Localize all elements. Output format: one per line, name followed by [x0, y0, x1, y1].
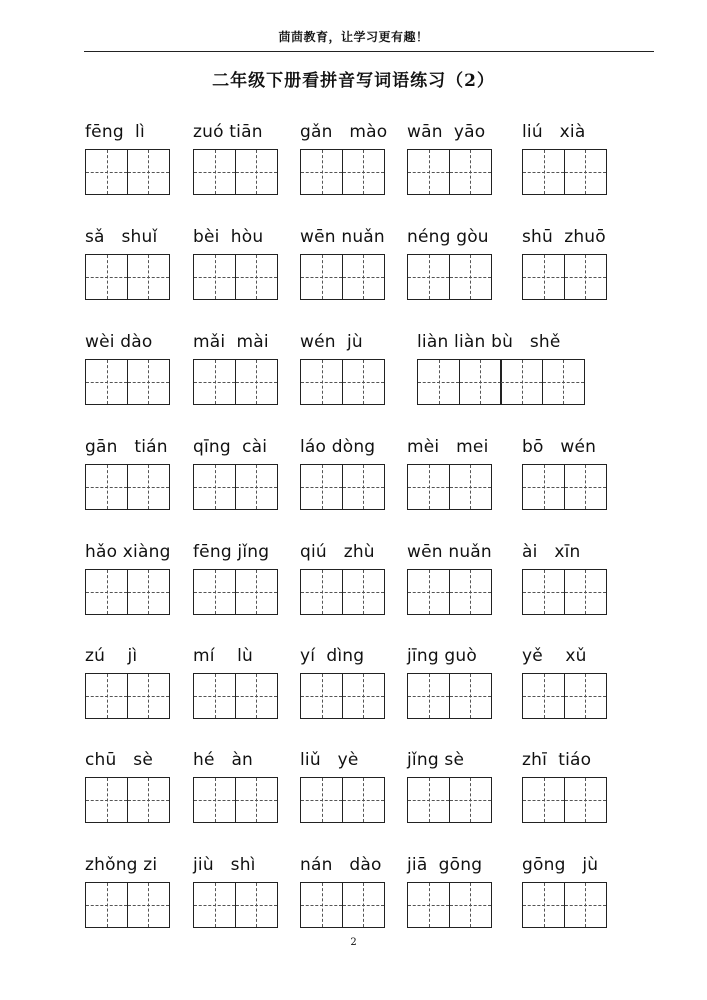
writing-grid: [300, 254, 385, 300]
tian-zi-cell[interactable]: [193, 777, 236, 823]
writing-grid: [522, 777, 607, 823]
tian-zi-cell[interactable]: [300, 254, 343, 300]
tian-zi-cell[interactable]: [522, 569, 565, 615]
tian-zi-cell[interactable]: [127, 254, 170, 300]
writing-grid: [522, 149, 607, 195]
tian-zi-cell[interactable]: [85, 359, 128, 405]
tian-zi-cell[interactable]: [500, 359, 543, 405]
pinyin-label: nán dào: [300, 855, 382, 875]
pinyin-label: liàn liàn bù shě: [417, 332, 561, 352]
tian-zi-cell[interactable]: [342, 569, 385, 615]
tian-zi-cell[interactable]: [85, 673, 128, 719]
tian-zi-cell[interactable]: [449, 254, 492, 300]
tian-zi-cell[interactable]: [459, 359, 502, 405]
tian-zi-cell[interactable]: [193, 359, 236, 405]
tian-zi-cell[interactable]: [235, 254, 278, 300]
pinyin-label: mǎi mài: [193, 332, 269, 352]
tian-zi-cell[interactable]: [522, 777, 565, 823]
writing-grid: [85, 464, 170, 510]
tian-zi-cell[interactable]: [300, 882, 343, 928]
tian-zi-cell[interactable]: [85, 569, 128, 615]
pinyin-label: mí lù: [193, 646, 253, 666]
writing-grid: [407, 569, 492, 615]
tian-zi-cell[interactable]: [300, 569, 343, 615]
pinyin-label: gān tián: [85, 437, 168, 457]
pinyin-label: hǎo xiàng: [85, 542, 171, 562]
tian-zi-cell[interactable]: [564, 569, 607, 615]
page-header: 茴茴教育，让学习更有趣！: [278, 30, 429, 44]
page-number: 2: [350, 937, 357, 948]
writing-grid: [407, 777, 492, 823]
tian-zi-cell[interactable]: [407, 777, 450, 823]
writing-grid: [300, 464, 385, 510]
writing-grid: [85, 673, 170, 719]
pinyin-label: láo dòng: [300, 437, 376, 457]
tian-zi-cell[interactable]: [564, 673, 607, 719]
tian-zi-cell[interactable]: [85, 149, 128, 195]
tian-zi-cell[interactable]: [407, 254, 450, 300]
tian-zi-cell[interactable]: [449, 569, 492, 615]
tian-zi-cell[interactable]: [235, 464, 278, 510]
header-divider: [84, 51, 654, 52]
pinyin-label: néng gòu: [407, 227, 489, 247]
writing-grid: [85, 359, 170, 405]
pinyin-label: zuó tiān: [193, 122, 263, 142]
writing-grid: [85, 149, 170, 195]
tian-zi-cell[interactable]: [564, 149, 607, 195]
writing-grid: [193, 673, 278, 719]
pinyin-label: jīng guò: [407, 646, 477, 666]
tian-zi-cell[interactable]: [564, 254, 607, 300]
tian-zi-cell[interactable]: [542, 359, 585, 405]
tian-zi-cell[interactable]: [127, 569, 170, 615]
tian-zi-cell[interactable]: [449, 464, 492, 510]
writing-grid: [407, 149, 492, 195]
tian-zi-cell[interactable]: [407, 149, 450, 195]
tian-zi-cell[interactable]: [449, 777, 492, 823]
writing-grid: [407, 464, 492, 510]
tian-zi-cell[interactable]: [235, 569, 278, 615]
tian-zi-cell[interactable]: [522, 464, 565, 510]
pinyin-label: ài xīn: [522, 542, 581, 562]
pinyin-label: wén jù: [300, 332, 363, 352]
pinyin-label: zhī tiáo: [522, 750, 592, 770]
pinyin-label: bèi hòu: [193, 227, 264, 247]
writing-grid: [85, 777, 170, 823]
tian-zi-cell[interactable]: [300, 464, 343, 510]
writing-grid: [193, 777, 278, 823]
tian-zi-cell[interactable]: [300, 777, 343, 823]
writing-grid: [193, 464, 278, 510]
tian-zi-cell[interactable]: [522, 254, 565, 300]
tian-zi-cell[interactable]: [85, 777, 128, 823]
tian-zi-cell[interactable]: [127, 882, 170, 928]
tian-zi-cell[interactable]: [193, 254, 236, 300]
pinyin-label: fēng lì: [85, 122, 145, 142]
writing-grid: [300, 673, 385, 719]
tian-zi-cell[interactable]: [300, 149, 343, 195]
writing-grid: [85, 254, 170, 300]
writing-grid: [300, 777, 385, 823]
writing-grid: [407, 882, 492, 928]
tian-zi-cell[interactable]: [235, 673, 278, 719]
pinyin-label: wēn nuǎn: [300, 227, 385, 247]
tian-zi-cell[interactable]: [235, 882, 278, 928]
pinyin-label: zú jì: [85, 646, 138, 666]
tian-zi-cell[interactable]: [193, 464, 236, 510]
writing-grid: [193, 569, 278, 615]
tian-zi-cell[interactable]: [564, 882, 607, 928]
tian-zi-cell[interactable]: [85, 464, 128, 510]
tian-zi-cell[interactable]: [127, 464, 170, 510]
writing-grid: [300, 569, 385, 615]
pinyin-label: chū sè: [85, 750, 154, 770]
tian-zi-cell[interactable]: [407, 882, 450, 928]
writing-grid: [193, 359, 278, 405]
pinyin-label: fēng jǐng: [193, 542, 270, 562]
page-title: 二年级下册看拼音写词语练习（2）: [212, 71, 495, 91]
pinyin-label: gǎn mào: [300, 122, 388, 142]
pinyin-label: gōng jù: [522, 855, 599, 875]
pinyin-label: qīng cài: [193, 437, 268, 457]
pinyin-label: jiù shì: [193, 855, 256, 875]
writing-grid: [522, 673, 607, 719]
tian-zi-cell[interactable]: [127, 359, 170, 405]
tian-zi-cell[interactable]: [85, 254, 128, 300]
tian-zi-cell[interactable]: [193, 569, 236, 615]
pinyin-label: zhǒng zi: [85, 855, 158, 875]
writing-grid: [417, 359, 585, 405]
pinyin-label: liǔ yè: [300, 750, 359, 770]
writing-grid: [407, 673, 492, 719]
tian-zi-cell[interactable]: [407, 464, 450, 510]
pinyin-label: jiā gōng: [407, 855, 483, 875]
pinyin-label: wān yāo: [407, 122, 486, 142]
pinyin-label: qiú zhù: [300, 542, 375, 562]
writing-grid: [522, 569, 607, 615]
tian-zi-cell[interactable]: [564, 464, 607, 510]
tian-zi-cell[interactable]: [522, 882, 565, 928]
pinyin-label: sǎ shuǐ: [85, 227, 158, 247]
tian-zi-cell[interactable]: [235, 777, 278, 823]
writing-grid: [300, 359, 385, 405]
tian-zi-cell[interactable]: [300, 673, 343, 719]
writing-grid: [193, 149, 278, 195]
pinyin-label: wēn nuǎn: [407, 542, 492, 562]
pinyin-label: shū zhuō: [522, 227, 606, 247]
tian-zi-cell[interactable]: [127, 149, 170, 195]
tian-zi-cell[interactable]: [417, 359, 460, 405]
writing-grid: [300, 149, 385, 195]
pinyin-label: bō wén: [522, 437, 597, 457]
tian-zi-cell[interactable]: [449, 673, 492, 719]
tian-zi-cell[interactable]: [193, 882, 236, 928]
writing-grid: [522, 254, 607, 300]
tian-zi-cell[interactable]: [342, 359, 385, 405]
tian-zi-cell[interactable]: [407, 673, 450, 719]
tian-zi-cell[interactable]: [522, 149, 565, 195]
tian-zi-cell[interactable]: [193, 149, 236, 195]
tian-zi-cell[interactable]: [342, 149, 385, 195]
writing-grid: [522, 882, 607, 928]
tian-zi-cell[interactable]: [342, 777, 385, 823]
tian-zi-cell[interactable]: [193, 673, 236, 719]
tian-zi-cell[interactable]: [342, 882, 385, 928]
tian-zi-cell[interactable]: [235, 359, 278, 405]
tian-zi-cell[interactable]: [342, 254, 385, 300]
writing-grid: [193, 882, 278, 928]
tian-zi-cell[interactable]: [85, 882, 128, 928]
writing-grid: [85, 882, 170, 928]
tian-zi-cell[interactable]: [449, 149, 492, 195]
pinyin-label: hé àn: [193, 750, 254, 770]
tian-zi-cell[interactable]: [522, 673, 565, 719]
pinyin-label: liú xià: [522, 122, 586, 142]
writing-grid: [85, 569, 170, 615]
tian-zi-cell[interactable]: [342, 673, 385, 719]
tian-zi-cell[interactable]: [235, 149, 278, 195]
pinyin-label: jǐng sè: [407, 750, 465, 770]
writing-grid: [193, 254, 278, 300]
tian-zi-cell[interactable]: [127, 673, 170, 719]
tian-zi-cell[interactable]: [407, 569, 450, 615]
tian-zi-cell[interactable]: [300, 359, 343, 405]
writing-grid: [522, 464, 607, 510]
tian-zi-cell[interactable]: [564, 777, 607, 823]
tian-zi-cell[interactable]: [342, 464, 385, 510]
writing-grid: [300, 882, 385, 928]
tian-zi-cell[interactable]: [127, 777, 170, 823]
pinyin-label: wèi dào: [85, 332, 153, 352]
pinyin-label: yí dìng: [300, 646, 365, 666]
writing-grid: [407, 254, 492, 300]
tian-zi-cell[interactable]: [449, 882, 492, 928]
pinyin-label: mèi mei: [407, 437, 489, 457]
pinyin-label: yě xǔ: [522, 646, 587, 666]
